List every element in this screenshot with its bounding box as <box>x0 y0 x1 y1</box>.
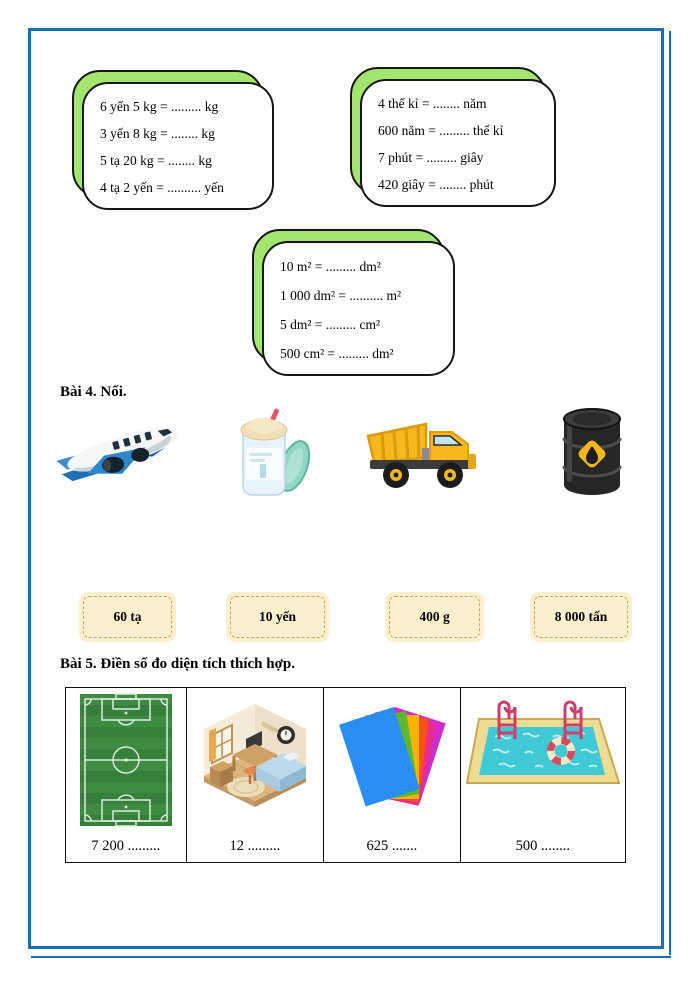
cell-label: 7 200 ......... <box>91 838 161 854</box>
bedroom-image <box>196 695 314 820</box>
cell-label: 500 ........ <box>515 838 570 854</box>
table-cell-swimming-pool <box>461 688 625 862</box>
dump-truck-icon[interactable] <box>364 410 486 503</box>
conversion-line: 10 m² = ......... dm² <box>280 259 381 274</box>
milk-powder-jar-graphic <box>233 406 313 503</box>
swimming-pool-image <box>463 693 623 805</box>
card-body <box>360 79 556 207</box>
conversion-line: 500 cm² = ......... dm² <box>280 346 394 361</box>
exercise4-title: Bài 4. Nối. <box>60 384 127 400</box>
answer-chip[interactable] <box>530 592 632 642</box>
conversion-line: 3 yến 8 kg = ........ kg <box>100 126 215 141</box>
answer-chip[interactable] <box>385 592 484 642</box>
conversion-card-mass <box>72 70 274 210</box>
airplane-graphic <box>54 410 188 498</box>
answer-chip[interactable] <box>226 592 329 642</box>
soccer-field-image <box>79 693 173 827</box>
conversion-card-time <box>350 67 556 207</box>
cell-label: 625 ....... <box>366 838 418 854</box>
page-border-frame-accent-right <box>669 31 671 955</box>
answer-chip-label: 8 000 tấn <box>554 609 608 624</box>
milk-powder-jar-icon[interactable] <box>233 406 313 508</box>
oil-barrel-icon[interactable] <box>561 406 623 507</box>
conversion-line: 4 tạ 2 yến = .......... yến <box>100 180 224 195</box>
oil-barrel-graphic <box>561 406 623 502</box>
conversion-line: 5 dm² = ......... cm² <box>280 317 381 332</box>
card-body <box>82 82 274 210</box>
card-body <box>262 241 455 376</box>
page-border-frame-accent-bottom <box>31 956 671 958</box>
conversion-line: 600 năm = ......... thế kỉ <box>378 123 504 138</box>
conversion-line: 1 000 dm² = .......... m² <box>280 288 402 303</box>
colored-papers-image <box>336 693 448 821</box>
answer-chip-label: 400 g <box>419 609 450 624</box>
conversion-line: 4 thế kỉ = ........ năm <box>378 96 487 111</box>
conversion-line: 6 yến 5 kg = ......... kg <box>100 99 219 114</box>
cell-label: 12 ......... <box>229 838 281 854</box>
conversion-card-area <box>252 229 455 376</box>
conversion-line: 7 phút = ......... giây <box>378 150 484 165</box>
airplane-icon[interactable] <box>54 410 188 503</box>
table-cell-soccer-field <box>66 688 187 862</box>
dump-truck-graphic <box>364 410 486 498</box>
exercise5-title: Bài 5. Điền số đo diện tích thích hợp. <box>60 656 296 672</box>
table-cell-colored-papers <box>324 688 461 862</box>
conversion-line: 5 tạ 20 kg = ........ kg <box>100 153 212 168</box>
table-cell-bedroom <box>187 688 325 862</box>
area-measure-table <box>65 687 626 863</box>
answer-chip-label: 60 tạ <box>113 609 142 624</box>
answer-chip[interactable] <box>79 592 176 642</box>
conversion-line: 420 giây = ........ phút <box>378 177 494 192</box>
answer-chip-label: 10 yến <box>258 609 297 624</box>
